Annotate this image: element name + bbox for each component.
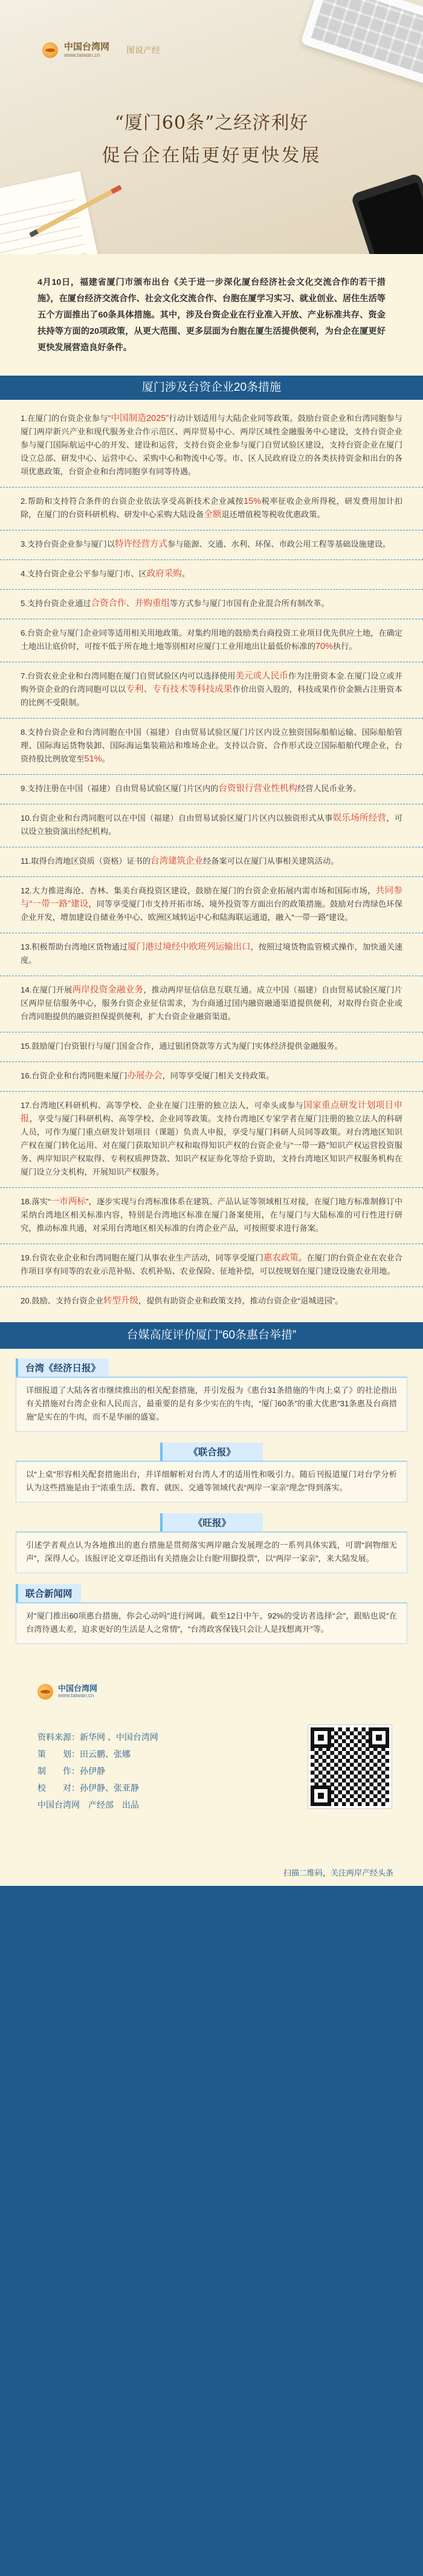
- measure-text: [21, 495, 402, 521]
- measure-item: [0, 1092, 423, 1188]
- measure-item: [0, 775, 423, 804]
- measure-segment: 15.鼓励厦门台资银行与厦门国金合作，通过银团贷款等方式为厦门实体经济提供金融服务。: [21, 1042, 343, 1051]
- measure-highlight: 台湾建筑企业: [150, 856, 204, 866]
- measure-text: [21, 983, 402, 1023]
- measure-segment: 作价出资入股的，科技成果作价金额占注册资本的比例不受限制。: [21, 685, 403, 707]
- footer-logo-name: 中国台湾网: [58, 1683, 98, 1693]
- credit-line: 中国台湾网 产经部 出品: [37, 1800, 139, 1810]
- logo-url: www.taiwan.cn: [64, 51, 100, 58]
- measure-segment: ，按照过境货物监管模式操作，加快通关速度。: [21, 942, 403, 965]
- taiwan-cn-logo-icon: [42, 42, 58, 58]
- measure-segment: ，同等享受厦门市支持开拓市场、境外投资等方面出台的政策措施。鼓励对台湾绿色环保企业开发，增加建设自储业务中心、欧洲区域转运中心和陆海联运通道，融入“一带一路”建设。: [21, 899, 402, 922]
- qr-caption: 扫描二维码，关注两岸产经头条: [283, 1868, 393, 1877]
- media-review-text: 以“上桌”形容相关配套措施出台，并详细解析对台湾人才的适用性和吸引力。随后刊报道厦门对台学分析认为这些措施是由于“浓重生活、教育、就医、交通等领域代表“两岸一家亲”理念”得到落实。: [16, 1462, 407, 1502]
- measure-segment: 执行。: [332, 642, 357, 651]
- measure-segment: 3.支持台资企业参与厦门以: [21, 540, 115, 549]
- measure-item: [0, 560, 423, 590]
- measure-segment: 14.在厦门开展: [21, 985, 73, 994]
- measure-segment: 13.积极帮助台湾地区货物通过: [21, 942, 128, 951]
- measure-item: [0, 847, 423, 877]
- measure-segment: 10.台资企业和台湾同胞可以在中国（福建）自由贸易试验区厦门片区内以独资形式从事: [21, 814, 333, 823]
- measure-item: [0, 804, 423, 847]
- measure-text: [21, 627, 402, 653]
- measure-highlight: 台资银行营业性机构: [218, 784, 297, 794]
- credits-block: [37, 1729, 158, 1813]
- measure-highlight: 70%: [315, 642, 333, 651]
- credit-line: 资料来源：新华网 、中国台湾网: [37, 1732, 158, 1742]
- measure-segment: ，同等享受厦门相关支持政策。: [162, 1071, 274, 1080]
- measure-item: [0, 1188, 423, 1244]
- measure-text: [21, 855, 402, 868]
- measure-segment: 5.支持台资企业通过: [21, 599, 91, 608]
- keyboard-illustration: [300, 0, 423, 86]
- measures-list: [0, 400, 423, 1322]
- measures-section-title: 厦门涉及台资企业20条措施: [0, 376, 423, 400]
- measure-segment: 作为注册资本金.在厦门设立或并购外资企业的台湾同胞可以以: [21, 671, 403, 694]
- measure-highlight: 全额: [204, 510, 222, 520]
- measure-item: [0, 662, 423, 719]
- media-name-tab: 联合新闻网: [16, 1584, 81, 1602]
- qr-finder-icon: [311, 1785, 331, 1806]
- measure-segment: 16.台资企业和台湾同胞来厦门: [21, 1071, 128, 1080]
- measure-segment: 18.落实“: [21, 1197, 51, 1206]
- measure-text: [21, 412, 402, 478]
- intro-section: [0, 254, 423, 376]
- measure-text: [21, 1069, 402, 1083]
- measure-highlight: 惠农政策: [263, 1253, 299, 1263]
- media-name-tab: 《旺报》: [160, 1513, 263, 1531]
- measure-segment: 。: [102, 754, 110, 763]
- media-review-card: [16, 1584, 407, 1644]
- measure-text: [21, 1040, 402, 1053]
- hero-banner: [0, 0, 423, 254]
- measure-segment: ，享受与厦门科研机构、高等学校、企业同等政策。支持台湾地区专家学者在厦门注册的独立法人的科研人员，可作为厦门重点研发计划项目（课题）负责人申报，享受与厦门科研人员同等政策。对台湾地区知识产权在厦门转化运用、对在厦门获取知识产权和取得知识产权的台资企业与“一带一路”知识产权运营投资服务、两岸知识产权取得、专利权质押贷款、知识产权证券化等给予资助，支持台湾地区知识产权服务机构在厦门设立分支机构，开展知识产权服务。: [21, 1114, 403, 1176]
- measure-text: [21, 812, 402, 838]
- qr-finder-icon: [311, 1727, 331, 1748]
- measure-item: [0, 976, 423, 1032]
- credit-line: 策 划：田云鹏、张娜: [37, 1749, 131, 1759]
- evaluation-list: [0, 1349, 423, 1667]
- measure-item: [0, 933, 423, 976]
- footer: [0, 1667, 423, 1900]
- evaluation-section-title: 台媒高度评价厦门“60条惠台举措”: [0, 1322, 423, 1349]
- measure-text: [21, 538, 402, 551]
- media-review-card: [16, 1443, 407, 1502]
- media-review-text: 详细报道了大陆各省市继续推出的相关配套措施，并引发报为《惠台31条措施的牛肉上桌了》的社论指出有关措施对台湾企业和人民而言，最重要的是有多少实在的牛肉，“厦门60条”的重大优惠“31条惠及台商措施”是实在的牛肉，而不是华丽的盛宴。: [16, 1378, 407, 1432]
- measure-item: [0, 619, 423, 662]
- measure-item: [0, 719, 423, 775]
- measure-item: [0, 1287, 423, 1316]
- measure-highlight: 办展办会: [127, 1071, 163, 1081]
- measure-text: [21, 1251, 402, 1278]
- measure-highlight: 娱乐场所经营: [332, 814, 387, 823]
- measure-segment: 等方式参与厦门市国有企业混合所有制改革。: [170, 599, 329, 608]
- measure-text: [21, 1294, 402, 1308]
- measure-highlight: 政府采购: [146, 569, 182, 579]
- measure-segment: 1.在厦门的台资企业参与: [21, 414, 108, 423]
- measure-segment: 11.取得台湾地区资质（资格）证书的: [21, 856, 151, 866]
- measure-highlight: 一市两标: [50, 1197, 86, 1207]
- page-title-line2: 促台企在陆更好更快发展: [102, 145, 321, 166]
- measure-text: [21, 782, 402, 795]
- phone-illustration: [350, 172, 423, 254]
- measure-segment: 7.台资农业企业和台湾同胞在厦门自贸试验区内可以选择使用: [21, 671, 236, 680]
- measure-text: [21, 941, 402, 967]
- measure-highlight: 合资合作、并购重组: [91, 599, 170, 608]
- measure-text: [21, 597, 402, 610]
- measure-segment: ，推动两岸征信信息互联互通。成立中国（福建）自由贸易试验区厦门片区两岸征信服务中心，服务台资企业征信需求，为台商通过国内融资融通渠道提供便利，对取得台资企业或台湾同胞提供的融资担保提供便利，扩大台资企业融资渠道。: [21, 985, 403, 1021]
- measure-segment: 8.支持台资企业和台湾同胞在中国（福建）自由贸易试验区厦门片区内设立独资国际船舶运输、国际船舶管理、国际海运货物装卸、国际海运集装箱站和堆场企业。支持以合资、合作形式设立国际船舶代理企业，台资持股比例放宽至: [21, 728, 402, 763]
- column-tag: 图说产经: [126, 45, 161, 56]
- measure-segment: 6.台资企业与厦门企业同等适用相关用地政策。对集约用地的鼓励类台商投资工业项目优先供应土地，在确定土地出让底价时，可按不低于所在地土地等别相对应厦门工业用地出让最低价标准的: [21, 628, 402, 651]
- measure-segment: 12.大力推进海沧、杏林、集美台商投资区建设，鼓励在厦门的台资企业拓展内需市场和国际市场，: [21, 886, 376, 895]
- measure-segment: 。在厦门的台资企业在农业合作项目享有同等的农业示范补贴、农机补贴、农业保险、征地补偿，可以按规划在厦门建设设施农业用地。: [21, 1253, 402, 1276]
- credit-line: 校 对：孙伊静、张亚静: [37, 1783, 139, 1793]
- measure-text: [21, 1195, 402, 1235]
- measure-text: [21, 567, 402, 581]
- measure-text: [21, 1099, 402, 1179]
- footer-band: [0, 1886, 423, 1900]
- measure-segment: 20.鼓励、支持台资企业: [21, 1296, 104, 1305]
- measure-segment: 9.支持注册在中国（福建）自由贸易试验区厦门片区内的: [21, 784, 219, 793]
- notebook-illustration: [0, 171, 99, 254]
- measure-item: [0, 590, 423, 619]
- measure-segment: 2.帮助和支持符合条件的台资企业依法享受高新技术企业减按: [21, 497, 244, 506]
- measure-segment: 参与能源、交通、水利、环保、市政公用工程等基础设施建设。: [167, 540, 391, 549]
- taiwan-cn-logo-icon: [37, 1684, 53, 1700]
- measure-segment: 经营人民币业务。: [297, 784, 361, 793]
- qr-code[interactable]: [308, 1725, 392, 1808]
- measure-segment: 行动计划适用与大陆企业同等政策。鼓励台资企业和台湾同胞参与厦门两岸新兴产业和现代服务业合作示范区、两岸贸易中心、两岸区域性金融服务中心建设，支持台资企业参与厦门国际航运中心的开发、建设和运营，支持台资企业参与厦门自贸试验区建设，支持台资企业在厦门设立总部、研发中心、运营中心、采购中心和物流中心等。市、区人民政府设立的各类扶持资金和出台的各项优惠政策，台资企业和台湾同胞享有同等待遇。: [21, 414, 402, 476]
- media-review-text: 对“厦门推出60项惠台措施，你会心动吗”进行网调。截至12日中午，92%的受访者选择“会”，跟贴也说“在台湾待遇太差，迫求更好的生活是人之常情”，“台湾政客保钱只会让人是找想离开”等。: [16, 1603, 407, 1644]
- measure-segment: 经备案可以在厦门从事相关建筑活动。: [203, 856, 339, 866]
- measure-text: [21, 726, 402, 766]
- measure-item: [0, 1032, 423, 1062]
- measure-highlight: 美元或人民币: [235, 671, 288, 681]
- measure-highlight: 15%: [244, 497, 262, 506]
- measure-highlight: 专利、专有技术等科技成果: [126, 685, 233, 694]
- measure-item: [0, 877, 423, 933]
- measure-item: [0, 405, 423, 487]
- measure-item: [0, 1062, 423, 1092]
- media-review-card: [16, 1358, 407, 1432]
- measure-highlight: 厦门港过境经中欧班列运输出口: [128, 942, 251, 952]
- logo-name: 中国台湾网: [64, 42, 110, 52]
- media-review-text: 引述学者观点认为各地推出的惠台措施是贯彻落实两岸融合发展理念的一系列具体实践，可谓“润物细无声”，深得人心。该报评论文章还指出有关措施会让台胞“用脚投票”，以“两岸一家亲”，来大陆发展。: [16, 1533, 407, 1573]
- measure-item: [0, 530, 423, 560]
- measure-segment: 税率征收企业所得税，研发费用加计扣除，在厦门的台资科研机构、研发中心采购大陆设备: [21, 497, 402, 519]
- measure-segment: ”，逐步实现与台湾标准体系在建筑、产品认证等领域相互对接，在厦门地方标准制修订中采纳台湾地区相关标准内容，特别是台湾地区标准在厦门备案使用，在与厦门与大陆标准的可行性进行研究，推动标准共通，对采用台湾地区相关标准的台湾企业产品，可按照要求进行备案。: [21, 1197, 403, 1233]
- measure-segment: 。: [181, 569, 190, 578]
- measure-segment: 退还增值税等税收优惠政策。: [221, 510, 325, 519]
- measure-text: [21, 884, 402, 924]
- measure-highlight: 51%: [84, 754, 102, 764]
- measure-highlight: 国家重点研发计划项目申报: [21, 1101, 402, 1124]
- measure-highlight: 转型升级: [103, 1296, 139, 1306]
- measure-item: [0, 1244, 423, 1287]
- media-review-card: [16, 1513, 407, 1573]
- intro-paragraph: 4月10日，福建省厦门市颁布出台《关于进一步深化厦台经济社会文化交流合作的若干措施》，在厦台经济交流合作、社会文化交流合作、台胞在厦学习实习、就业创业、居住生活等五个方面推出了60条具体措施。其中，涉及台资企业在行业准入开放、产业标准共存、资金扶持等方面的20项政策，从更大范围、更多层面为台胞在厦生活提供便利，为台企在厦更好更快发展营造良好条件。: [37, 278, 386, 353]
- measure-item: [0, 487, 423, 530]
- measure-highlight: 共同参与“一带一路”建设: [21, 886, 402, 909]
- page-title-line1: “厦门60条”之经济利好: [114, 112, 309, 134]
- measure-highlight: 两岸投资金融业务: [72, 985, 144, 995]
- measure-segment: 17.台湾地区科研机构、高等学校、企业在厦门注册的独立法人，可牵头或参与: [21, 1101, 304, 1110]
- measure-segment: 4.支持台资企业公平参与厦门市、区: [21, 569, 147, 578]
- measure-highlight: “中国制造2025”: [108, 414, 169, 423]
- measure-segment: 19.台资农业企业和台湾同胞在厦门从事农业生产活动，同等享受厦门: [21, 1253, 263, 1262]
- measure-segment: ，可以设立独资演出经纪机构。: [21, 814, 403, 836]
- footer-logo-url: www.taiwan.cn: [58, 1692, 94, 1699]
- qr-finder-icon: [369, 1727, 389, 1748]
- media-name-tab: 台湾《经济日报》: [16, 1358, 109, 1377]
- measure-text: [21, 670, 402, 709]
- credit-line: 制 作：孙伊静: [37, 1766, 105, 1776]
- footer-logo[interactable]: [37, 1684, 97, 1700]
- measure-highlight: 特许经营方式: [115, 540, 168, 549]
- media-name-tab: 《联合报》: [160, 1443, 263, 1461]
- measure-segment: ，提供有助资企业和政策支持，推动台资企业“退城进园”。: [138, 1296, 343, 1305]
- site-logo[interactable]: [42, 42, 160, 58]
